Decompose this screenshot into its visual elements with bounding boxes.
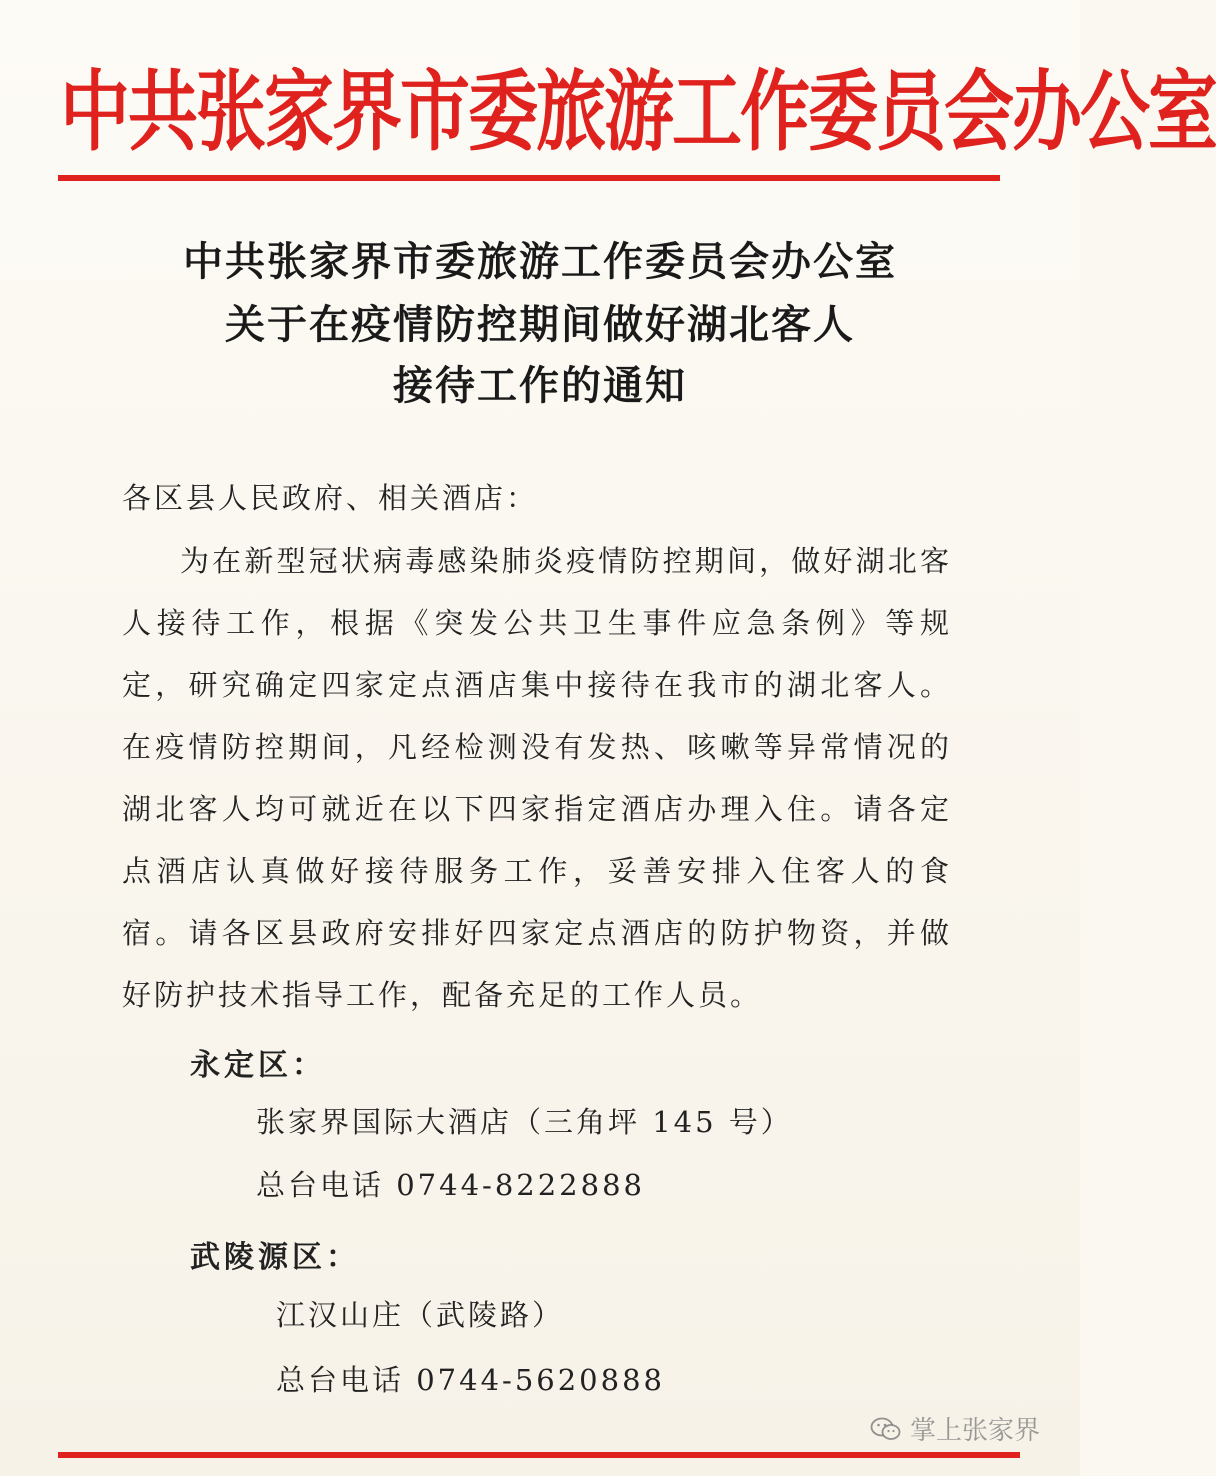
letterhead-title: 中共张家界市委旅游工作委员会办公室 [60,59,1216,164]
watermark-text: 掌上张家界 [910,1416,1041,1446]
hotel-phone-yongding: 总台电话 0744-8222888 [256,1168,645,1202]
letterhead-red-rule [58,175,1000,181]
salutation: 各区县人民政府、相关酒店： [122,481,539,515]
footer-red-rule [58,1452,1020,1458]
wechat-icon [870,1416,902,1442]
hotel-name-yongding: 张家界国际大酒店（三角坪 145 号） [256,1105,793,1139]
source-watermark [870,1410,1040,1447]
hotel-phone-wulingyuan: 总台电话 0744-5620888 [276,1363,665,1397]
district-heading-wulingyuan: 武陵源区： [190,1240,360,1275]
notice-title-line-2: 关于在疫情防控期间做好湖北客人 [225,302,855,348]
hotel-name-wulingyuan: 江汉山庄（武陵路） [276,1298,565,1332]
notice-title-line-3: 接待工作的通知 [393,363,687,409]
notice-body-paragraph: 为在新型冠状病毒感染肺炎疫情防控期间，做好湖北客人接待工作，根据《突发公共卫生事件应急条例》等规定，研究确定四家定点酒店集中接待在我市的湖北客人。在疫情防控期间，凡经检测没有发热、咳嗽等异常情况的湖北客人均可就近在以下四家指定酒店办理入住。请各定点酒店认真做好接待服务工作，妥善安排入住客人的食宿。请各区县政府安排好四家定点酒店的防护物资，并做好防护技术指导工作，配备充足的工作人员。 [122,544,952,1012]
district-heading-yongding: 永定区： [190,1048,326,1083]
notice-title-line-1: 中共张家界市委旅游工作委员会办公室 [183,239,897,285]
